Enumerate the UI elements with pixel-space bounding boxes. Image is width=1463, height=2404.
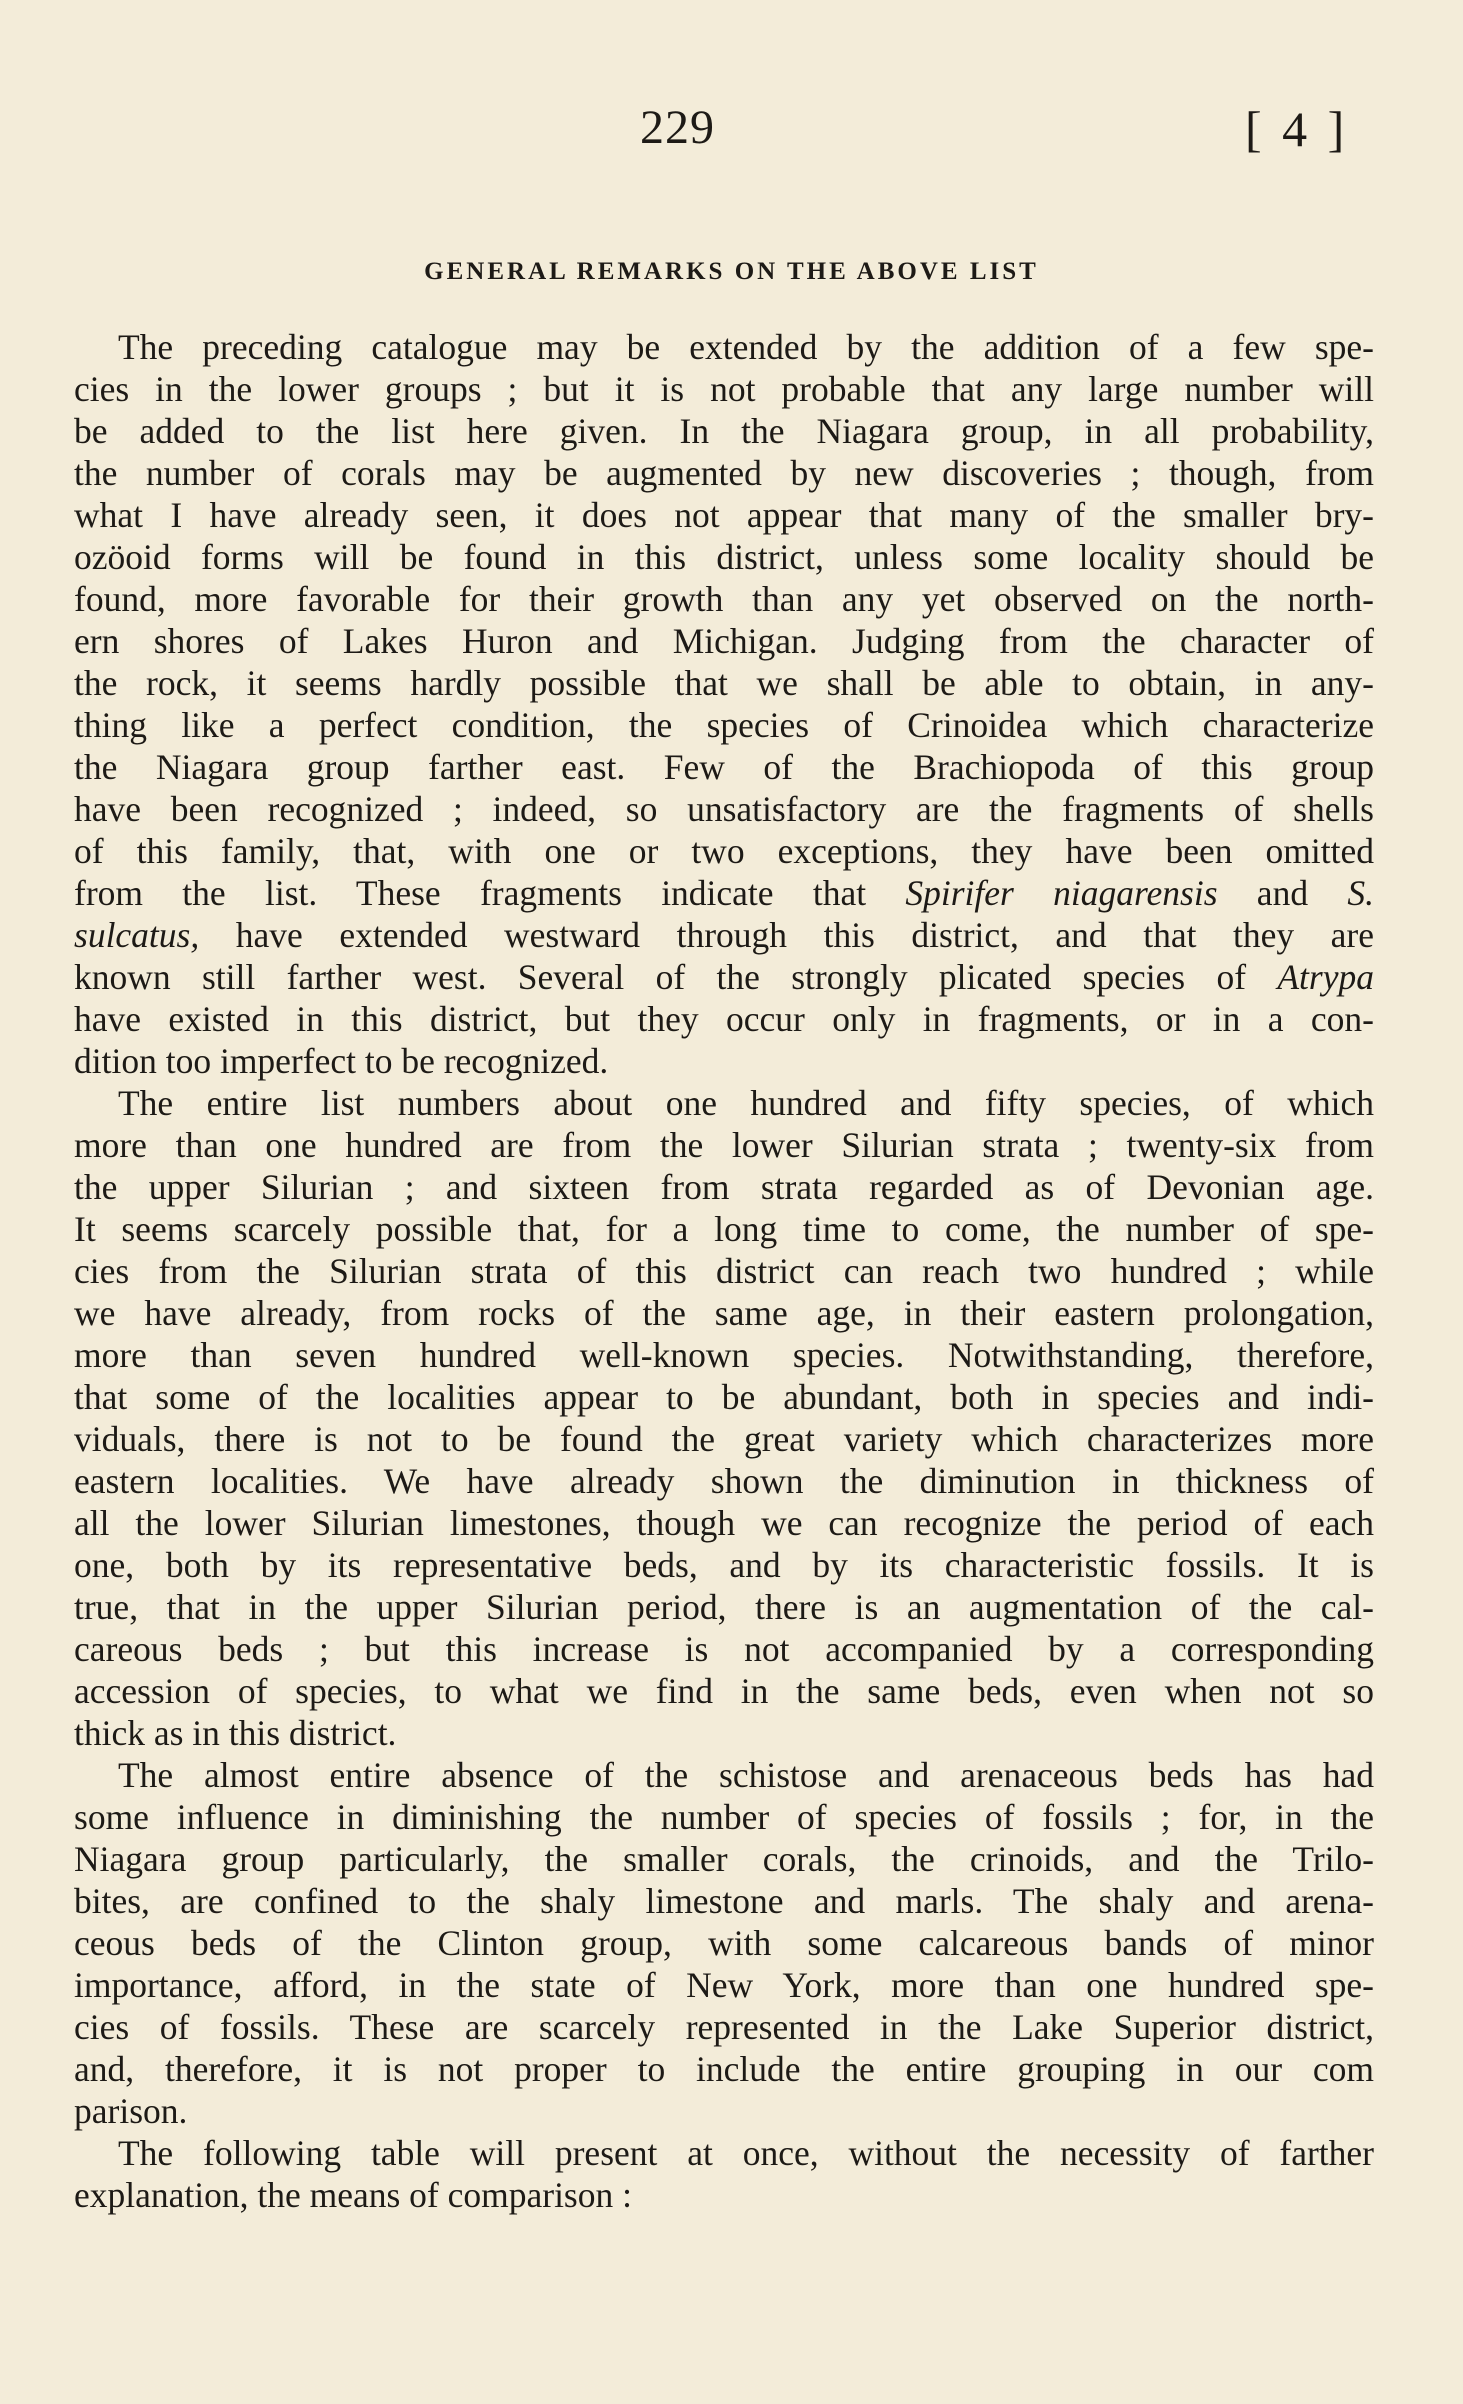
text-line: Niagara group particularly, the smaller corals, the crinoids, and the Trilo- <box>74 1839 1374 1879</box>
document-number: [ 4 ] <box>1245 101 1349 157</box>
text-line: true, that in the upper Silurian period, there is an augmentation of the cal- <box>74 1587 1374 1627</box>
text-line: importance, afford, in the state of New York, more than one hundred spe- <box>74 1965 1374 2005</box>
genus-name: Atrypa <box>1277 957 1374 997</box>
text-line: some influence in diminishing the number of species of fossils ; for, in the <box>74 1797 1374 1837</box>
text-line: more than seven hundred well-known species. Notwithstanding, therefore, <box>74 1335 1374 1375</box>
text-line: ozöoid forms will be found in this district, unless some locality should be <box>74 537 1374 577</box>
text-line: the Niagara group farther east. Few of the Brachiopoda of this group <box>74 747 1374 787</box>
text-line: and, therefore, it is not proper to include the entire grouping in our com <box>74 2049 1374 2089</box>
text-line: explanation, the means of comparison : <box>74 2175 632 2215</box>
text-line: viduals, there is not to be found the great variety which characterizes more <box>74 1419 1374 1459</box>
text-segment: from the list. These fragments indicate that <box>74 873 906 913</box>
text-line: The almost entire absence of the schistose and arenaceous beds has had <box>118 1755 1374 1795</box>
text-line: have existed in this district, but they occur only in fragments, or in a con- <box>74 999 1374 1039</box>
text-line: the number of corals may be augmented by new discoveries ; though, from <box>74 453 1374 493</box>
text-line: accession of species, to what we find in the same beds, even when not so <box>74 1671 1374 1711</box>
text-line: be added to the list here given. In the Niagara group, in all probability, <box>74 411 1374 451</box>
text-line: the rock, it seems hardly possible that we shall be able to obtain, in any- <box>74 663 1374 703</box>
text-line: found, more favorable for their growth than any yet observed on the north- <box>74 579 1374 619</box>
text-line: ceous beds of the Clinton group, with some calcareous bands of minor <box>74 1923 1374 1963</box>
species-name: S. <box>1347 873 1374 913</box>
text-line: It seems scarcely possible that, for a long time to come, the number of spe- <box>74 1209 1374 1249</box>
text-line: that some of the localities appear to be abundant, both in species and indi- <box>74 1377 1374 1417</box>
text-line <box>74 956 1374 998</box>
text-line: bites, are confined to the shaly limestone and marls. The shaly and arena- <box>74 1881 1374 1921</box>
text-line <box>74 914 1374 956</box>
text-line: one, both by its representative beds, and by its characteristic fossils. It is <box>74 1545 1374 1585</box>
text-line: cies in the lower groups ; but it is not probable that any large number will <box>74 369 1374 409</box>
text-line: all the lower Silurian limestones, though we can recognize the period of each <box>74 1503 1374 1543</box>
text-line: cies from the Silurian strata of this district can reach two hundred ; while <box>74 1251 1374 1291</box>
species-name: sulcatus, <box>74 915 200 955</box>
text-segment: and <box>1217 873 1348 913</box>
page-header <box>0 100 1463 160</box>
text-line: thick as in this district. <box>74 1713 397 1753</box>
text-line <box>74 872 1374 914</box>
text-line: what I have already seen, it does not appear that many of the smaller bry- <box>74 495 1374 535</box>
text-segment: known still farther west. Several of the strongly plicated species of <box>74 957 1278 997</box>
text-line: careous beds ; but this increase is not accompanied by a corresponding <box>74 1629 1374 1669</box>
text-line: The entire list numbers about one hundred and fifty species, of which <box>118 1083 1374 1123</box>
text-line: the upper Silurian ; and sixteen from strata regarded as of Devonian age. <box>74 1167 1374 1207</box>
text-segment: have extended westward through this district, and that they are <box>199 915 1374 955</box>
text-line: parison. <box>74 2091 188 2131</box>
species-name: Spirifer niagarensis <box>905 873 1218 913</box>
text-line: The preceding catalogue may be extended by the addition of a few spe- <box>118 327 1374 367</box>
text-line: more than one hundred are from the lower Silurian strata ; twenty-six from <box>74 1125 1374 1165</box>
section-title: GENERAL REMARKS ON THE ABOVE LIST <box>424 258 1039 285</box>
text-line: eastern localities. We have already shown the diminution in thickness of <box>74 1461 1374 1501</box>
text-line: ern shores of Lakes Huron and Michigan. Judging from the character of <box>74 621 1374 661</box>
text-line: of this family, that, with one or two exceptions, they have been omitted <box>74 831 1374 871</box>
text-line: The following table will present at once, without the necessity of farther <box>118 2133 1374 2173</box>
text-line: dition too imperfect to be recognized. <box>74 1041 609 1081</box>
body-text <box>74 326 1374 2216</box>
text-line: thing like a perfect condition, the species of Crinoidea which characterize <box>74 705 1374 745</box>
text-line: we have already, from rocks of the same age, in their eastern prolongation, <box>74 1293 1374 1333</box>
page-number: 229 <box>640 101 715 154</box>
text-line: have been recognized ; indeed, so unsatisfactory are the fragments of shells <box>74 789 1374 829</box>
text-line: cies of fossils. These are scarcely represented in the Lake Superior district, <box>74 2007 1374 2047</box>
